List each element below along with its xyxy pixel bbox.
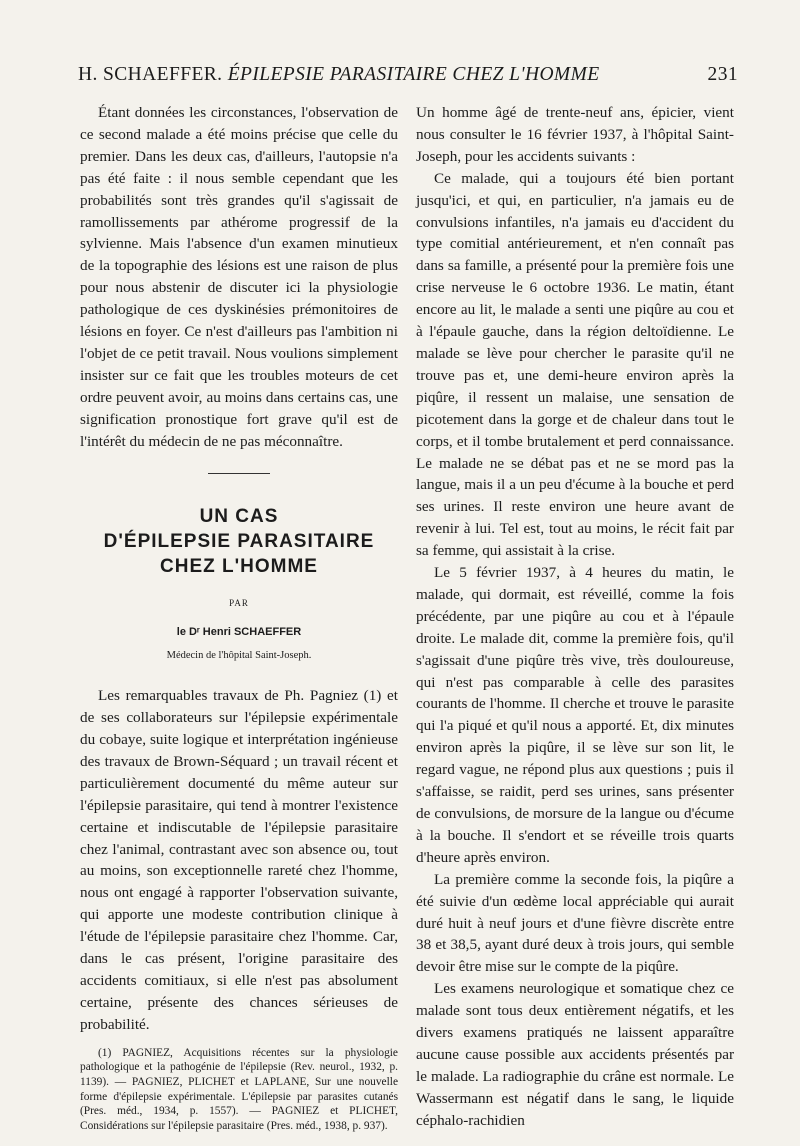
running-header — [78, 64, 738, 94]
header-title: ÉPILEPSIE PARASITAIRE CHEZ L'HOMME — [227, 64, 600, 85]
body-paragraph: Ce malade, qui a toujours été bien portant jusqu'ici, et qui, en particulier, n'a jamais eu de convulsions infantiles, n'a jamais eu d'accident du type comitial antérieurement, et n'en connaît pas dans sa famille, a présenté pour la première fois une crise nerveuse le 6 octobre 1936. Le matin, étant encore au lit, le malade a senti une piqûre au cou et à l'épaule gauche, dans la région deltoïdienne. Le malade se lève pour chercher le parasite qu'il ne trouve pas et, une demi-heure environ après la piqûre, il ressent un malaise, une sensation de picotement dans la gorge et de chaleur dans tout le corps, et il tombe brutalement et perd connaissance. Le malade ne se débat pas et ne se mord pas la langue, mais il a un peu d'écume à la bouche et perd ses urines. Il reste environ une heure avant de revenir à lui. Tel est, tout au moins, le récit fait par sa femme, qui assistait à la crise. — [416, 169, 734, 560]
body-paragraph: Les examens neurologique et somatique chez ce malade sont tous deux entièrement négatifs, et les divers examens pratiqués ne laissent apparaître aucune cause possible aux accidents présentés par le malade. La radiographie du crâne est normale. Le Wassermann est négatif dans le sang, le liquide céphalo-rachidien — [416, 980, 734, 1129]
right-column — [416, 102, 734, 1132]
footnote: (1) PAGNIEZ, Acquisitions récentes sur la physiologie pathologique et la pathogénie de l'épilepsie (Rev. neurol., 1932, p. 1139). — PAGNIEZ, PLICHET et LAPLANE, Sur une nouvelle forme d'épilepsie expérimentale. L'épilepsie par parasites cutanés (Pres. méd., 1934, p. 1557). — PAGNIEZ et PLICHET, Considérations sur l'épilepsie parasitaire (Pres. méd., 1938, p. 937). — [80, 1046, 398, 1132]
intro-paragraph: Les remarquables travaux de Ph. Pagniez (1) et de ses collaborateurs sur l'épilepsie expérimentale du cobaye, suite logique et interprétation ingénieuse des travaux de Brown-Séquard ; un travail récent et particulièrement documenté du même auteur sur l'épilepsie parasitaire, qui tend à montrer l'existence certaine et indiscutable de l'épilepsie parasitaire chez l'animal, contrastant avec son absence ou, tout au moins, son exceptionnelle rareté chez l'homme, nous ont engagé à rapporter l'observation suivante, qui apporte une modeste contribution clinique à l'étude de l'épilepsie parasitaire chez l'homme. Car, dans le cas présent, l'origine parasitaire des accidents comitiaux, si elle n'est pas absolument certaine, présente des chances sérieuses de probabilité. — [80, 687, 398, 1033]
page-number: 231 — [707, 64, 738, 85]
header-author: H. SCHAEFFER. — [78, 64, 223, 85]
author-affiliation: Médecin de l'hôpital Saint-Joseph. — [166, 650, 312, 662]
author-name: le Dʳ Henri SCHAEFFER — [176, 626, 302, 639]
article-title-line-2: D'ÉPILEPSIE PARASITAIRE — [103, 530, 375, 552]
body-paragraph: Le 5 février 1937, à 4 heures du matin, le malade, qui dormait, est réveillé, comme la fois précédente, par une piqûre au cou et à l'épaule droite. Le malade dit, comme la première fois, qu'il s'agissait d'une piqûre très vive, très douloureuse, qui n'est pas comparable à celle des parasites courants de l'homme. Il cherche et trouve le parasite qui l'a piqué et qu'il nous a apporté. Et, dix minutes environ après la piqûre, il se lève sur son lit, le regard vague, ne répond plus aux questions ; puis il s'affaisse, se raidit, perd ses urines, sans présenter de convulsions, de morsure de la langue ou d'écume à la bouche. Il s'endort et se réveille trois quarts d'heure après environ. — [416, 564, 734, 866]
body-paragraph: La première comme la seconde fois, la piqûre a été suivie d'un œdème local appréciable qui aurait duré huit à neuf jours et d'une fièvre discrète entre 38 et 38,5, ayant duré deux à trois jours, qui semble devoir être mise sur le compte de la piqûre. — [416, 870, 734, 976]
article-title-line-1: UN CAS — [199, 505, 279, 527]
article-title — [80, 504, 398, 579]
continuation-paragraph: Étant données les circonstances, l'observation de ce second malade a été moins précise que celle du premier. Dans les deux cas, d'ailleurs, l'autopsie n'a pas été faite : il nous semble cependant que les probabilités sont très grandes qu'il s'agissait de ramollissements par athérome progressif de la sylvienne. Mais l'absence d'un examen minutieux de la topographie des lésions est une raison de plus pour nous abstenir de discuter ici la physiologie pathologique de ces dyskinésies prémonitoires de lésions en foyer. Ce n'est d'ailleurs pas l'ambition ni l'objet de ce petit travail. Nous voulions simplement insister sur ce fait que les troubles moteurs de cet ordre peuvent avoir, au moins dans certains cas, une signification pronostique fort grave qu'il est de l'intérêt du médecin de ne pas méconnaître. — [80, 104, 398, 450]
section-divider — [208, 473, 270, 474]
left-column — [80, 102, 398, 1133]
article-title-line-3: CHEZ L'HOMME — [160, 555, 318, 577]
body-paragraph: Un homme âgé de trente-neuf ans, épicier, vient nous consulter le 16 février 1937, à l'hôpital Saint-Joseph, pour les accidents suivants : — [416, 104, 734, 165]
byline-par: PAR — [229, 597, 249, 608]
